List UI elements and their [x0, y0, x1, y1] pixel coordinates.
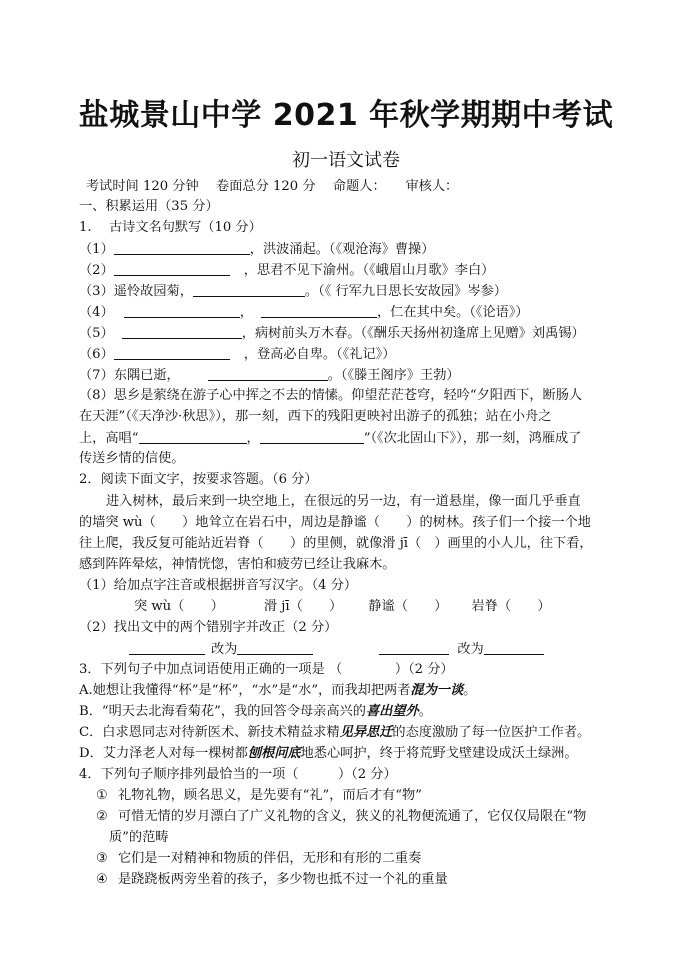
dotted-phrase: 混为一谈: [410, 683, 464, 698]
q3-option-a: [79, 683, 476, 699]
option-text: 地悉心呵护，终于将荒野戈壁建设成沃土绿洲。: [300, 746, 578, 761]
exam-title: 盐城景山中学 2021 年秋学期期中考试: [78, 98, 614, 133]
q1-item-2: [79, 262, 494, 279]
q1-item-8-comma: ，: [246, 431, 260, 446]
option-text: 。: [418, 704, 432, 719]
q1-item-5-prefix: （5）: [79, 326, 114, 341]
sentence-text: 质”的范畴: [109, 830, 169, 845]
q2-passage-line-2: 的墙突 wù（ ）地耸立在岩石中，周边是静谧（ ）的树林。孩子们一个接一个地: [79, 515, 591, 530]
q2-passage-line-4: 感到阵阵晕炫，神情恍惚，害怕和疲劳已经让我麻木。: [79, 557, 396, 572]
q1-item-4: [79, 304, 529, 321]
q2-sub-1: （1）给加点字注音或根据拼音写汉字。（4 分）: [79, 578, 358, 593]
option-text: D．艾力泽老人对每一棵树都: [79, 746, 248, 761]
q3-option-d: [79, 746, 578, 762]
sentence-text: 它们是一对精神和物质的伴侣，无形和有形的二重奏: [118, 851, 422, 866]
answer-blank[interactable]: [114, 346, 230, 360]
answer-blank[interactable]: [379, 641, 449, 655]
q2-item-yan-ji: 岩脊（ ）: [471, 599, 551, 614]
q1-item-7: [79, 367, 460, 384]
dotted-phrase: 见异思迁: [339, 725, 393, 740]
q1-item-8-text: ”（《次北固山下》），那一刻，鸿雁成了: [363, 431, 582, 446]
q1-item-2-prefix: （2）: [79, 263, 114, 278]
answer-blank[interactable]: [124, 304, 240, 318]
answer-blank[interactable]: [129, 641, 205, 655]
change-to-label: 改为: [211, 642, 238, 657]
q1-item-7-prefix: （7）东隅已逝，: [79, 368, 180, 383]
option-text: A.她想让我懂得“杯”是“杯”，“水”是“水”，而我却把两者: [79, 683, 411, 698]
q1-item-4-suffix: ，仁在其中矣。（《论语》）: [376, 305, 529, 320]
q1-item-1-suffix: ，洪波涌起。（《观沧海》曹操）: [249, 242, 435, 257]
circled-number: ②: [96, 809, 108, 824]
sentence-text: 可惜无情的岁月漂白了广义礼物的含义，狭义的礼物便流通了，它仅仅局限在“物: [118, 809, 587, 824]
q1-item-3-prefix: （3）遥怜故园菊，: [79, 284, 193, 299]
q1-item-6-suffix: ，登高必自卑。（《礼记》）: [243, 347, 396, 362]
q1-item-8-line-4: 传送乡情的信使。: [79, 451, 185, 466]
q1-item-8-line-2: 在天涯”（《天净沙·秋思》），那一刻，西下的残阳更映衬出游子的孤独；站在小舟之: [79, 409, 552, 424]
q2-correction-row: [79, 641, 544, 658]
answer-blank[interactable]: [237, 641, 313, 655]
q1-item-8-text: 上，高唱“: [79, 431, 139, 446]
q1-item-1: [79, 241, 434, 258]
answer-blank[interactable]: [260, 430, 364, 444]
option-text: B．“明天去北海看菊花”，我的回答令母亲高兴的: [79, 704, 366, 719]
answer-blank[interactable]: [193, 283, 305, 297]
answer-blank[interactable]: [122, 325, 242, 339]
q4-sentence-2-cont: [109, 830, 169, 846]
q2-item-hua-ji: 滑 jī（ ）: [263, 599, 343, 614]
q2-sub-2: （2）找出文中的两个错别字并改正（2 分）: [79, 620, 338, 635]
circled-number: ③: [96, 851, 108, 866]
q1-item-4-comma: ，: [239, 305, 253, 320]
q1-item-6: [79, 346, 395, 363]
q4-sentence-1: [96, 788, 422, 804]
q2-passage-line-3: 往上爬，我反复可能站近岩脊（ ）的里侧，就像滑 jī（ ）画里的小人儿，往下看，: [79, 536, 593, 551]
q1-item-8-line-3: [79, 430, 581, 447]
answer-blank[interactable]: [114, 262, 230, 276]
q4-sentence-2: [96, 809, 586, 825]
question-2-title: 2．阅读下面文字，按要求答题。（6 分）: [79, 472, 318, 487]
answer-blank[interactable]: [261, 304, 377, 318]
q4-sentence-3: [96, 851, 421, 867]
q3-option-c: [79, 725, 590, 741]
answer-blank[interactable]: [139, 430, 247, 444]
q1-item-8-line-1: （8）思乡是萦绕在游子心中挥之不去的情愫。仰望茫茫苍穹，轻吟“夕阳西下，断肠人: [79, 388, 583, 403]
sentence-text: 是跷跷板两旁坐着的孩子，多少物也抵不过一个礼的重量: [118, 872, 448, 887]
q2-item-jing-mi: 静谧（ ）: [368, 599, 448, 614]
answer-blank[interactable]: [114, 241, 250, 255]
question-1-title: 1. 古诗文名句默写（10 分）: [79, 220, 262, 235]
q2-passage-line-1: 进入树林，最后来到一块空地上，在很远的另一边，有一道悬崖，像一面几乎垂直: [106, 494, 581, 509]
q1-item-5: [79, 325, 585, 342]
exam-subtitle: 初一语文试卷: [292, 150, 400, 171]
q3-option-b: [79, 704, 432, 720]
circled-number: ④: [96, 872, 108, 887]
q2-item-tu-wu: 突 wù（ ）: [134, 599, 224, 614]
q1-item-6-prefix: （6）: [79, 347, 114, 362]
dotted-phrase: 喜出望外: [365, 704, 419, 719]
circled-number: ①: [96, 788, 108, 803]
option-text: C．白求恩同志对待新医术、新技术精益求精: [79, 725, 340, 740]
question-4-title: 4．下列句子顺序排列最恰当的一项（ ）（2 分）: [79, 767, 397, 782]
q1-item-1-prefix: （1）: [79, 242, 114, 257]
exam-info: 考试时间 120 分钟 卷面总分 120 分 命题人： 审核人：: [86, 179, 459, 194]
option-text: 的态度激励了每一位医护工作者。: [392, 725, 591, 740]
q2-sub-1-items: [134, 599, 551, 615]
q4-sentence-4: [96, 872, 448, 888]
q1-item-2-suffix: ，思君不见下渝州。（《峨眉山月歌》李白）: [243, 263, 495, 278]
sentence-text: 礼物礼物，顾名思义，是先要有“礼”，而后才有“物”: [118, 788, 422, 803]
option-text: 。: [463, 683, 477, 698]
q1-item-7-suffix: 。（《滕王阁序》王勃）: [327, 368, 460, 383]
q1-item-4-prefix: （4）: [79, 305, 114, 320]
q1-item-3: [79, 283, 507, 300]
change-to-label: 改为: [457, 642, 484, 657]
q1-item-5-suffix: ，病树前头万木春。（《酬乐天扬州初逢席上见赠》刘禹锡）: [241, 326, 585, 341]
q1-item-3-suffix: 。（《 行军九日思长安故园》岑参）: [304, 284, 507, 299]
section-heading: 一、积累运用（35 分）: [79, 199, 219, 214]
dotted-phrase: 刨根问底: [247, 746, 301, 761]
answer-blank[interactable]: [484, 641, 544, 655]
question-3-title: 3．下列句子中加点词语使用正确的一项是 （ ）（2 分）: [79, 662, 454, 677]
answer-blank[interactable]: [208, 367, 328, 381]
